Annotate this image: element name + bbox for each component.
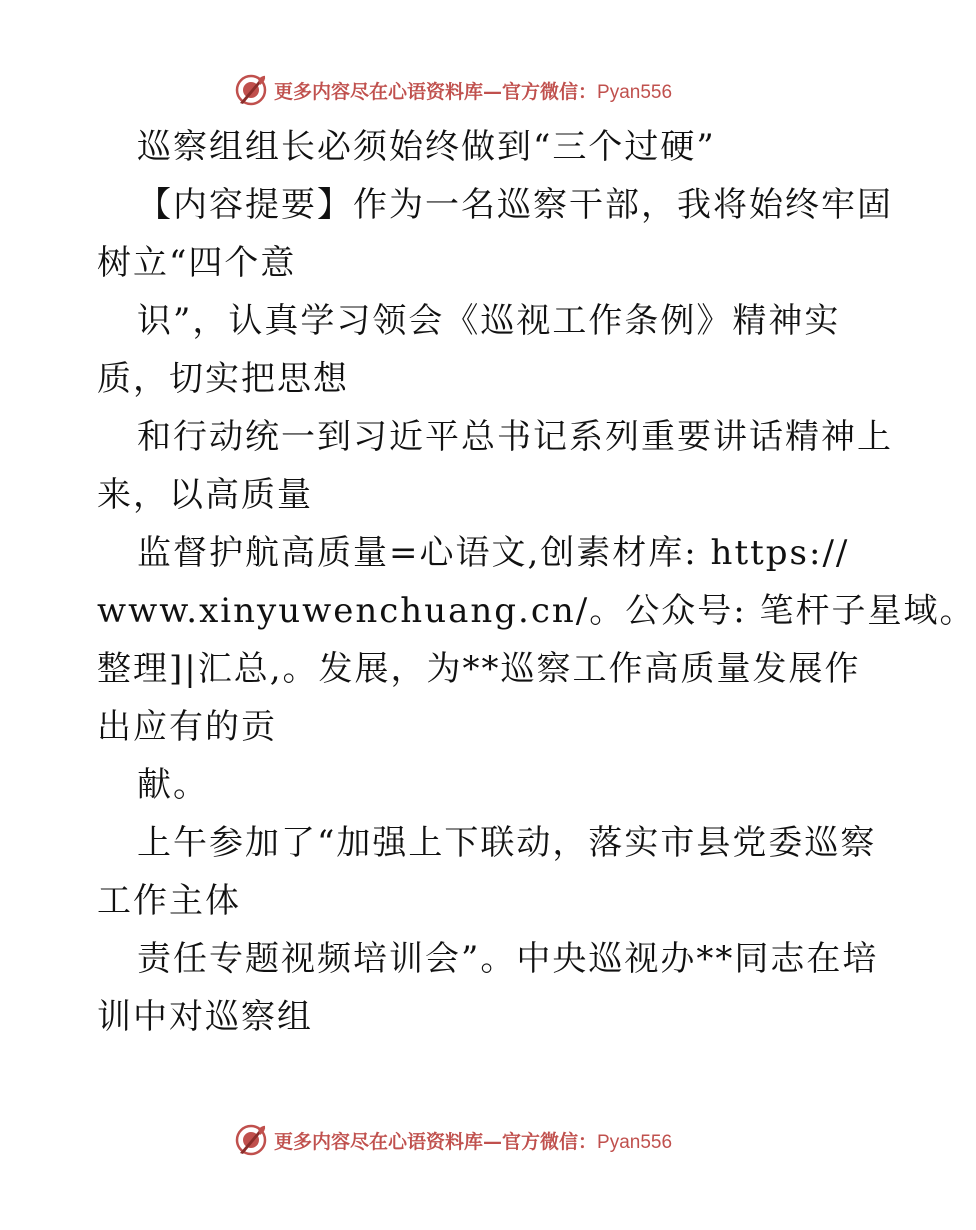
text-line: 出应有的贡 [97, 707, 277, 747]
text-line: 献。 [137, 765, 209, 805]
text-line: www.xinyuwenchuang.cn/。公众号: 笔杆子星域。 [97, 591, 976, 631]
text-line: 树立“四个意 [97, 243, 297, 283]
text-line: 来，以高质量 [97, 475, 313, 515]
banner-text [274, 1127, 672, 1154]
text-line: 质，切实把思想 [97, 359, 349, 399]
text-line: 和行动统一到习近平总书记系列重要讲话精神上 [137, 417, 893, 457]
document-body [97, 118, 976, 1046]
footer-banner [234, 1120, 672, 1160]
banner-separator: — [483, 80, 503, 103]
quill-seal-icon [234, 73, 268, 107]
text-line: 【内容提要】作为一名巡察干部，我将始终牢固 [137, 185, 893, 225]
text-line: 上午参加了“加强上下联动，落实市县党委巡察 [137, 823, 877, 863]
text-line: 整理]|汇总,。发展，为**巡察工作高质量发展作 [97, 649, 861, 689]
banner-contact-id: Pyan556 [597, 1131, 673, 1153]
text-line: 责任专题视频培训会”。中央巡视办**同志在培 [137, 939, 879, 979]
banner-text [274, 77, 672, 104]
quill-seal-icon [234, 1123, 268, 1157]
text-line: 识”，认真学习领会《巡视工作条例》精神实 [137, 301, 841, 341]
banner-main-text: 更多内容尽在心语资料库 [274, 80, 484, 103]
text-line: 监督护航高质量=心语文,创素材库: https:// [137, 533, 850, 573]
banner-contact-label: 官方微信： [502, 1130, 598, 1153]
banner-contact-label: 官方微信： [502, 80, 598, 103]
banner-contact-id: Pyan556 [597, 81, 673, 103]
banner-separator: — [483, 1130, 503, 1153]
header-banner [234, 70, 672, 110]
text-line: 工作主体 [97, 881, 241, 921]
text-line: 训中对巡察组 [97, 997, 313, 1037]
banner-main-text: 更多内容尽在心语资料库 [274, 1130, 484, 1153]
document-title: 巡察组组长必须始终做到“三个过硬” [137, 127, 716, 167]
